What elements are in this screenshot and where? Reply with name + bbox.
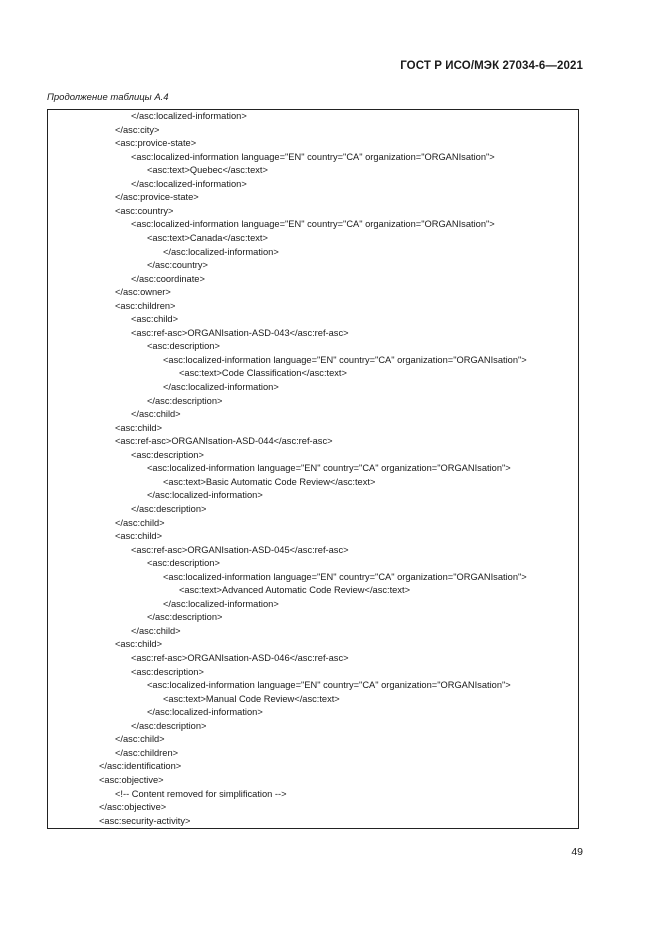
code-line: <asc:localized-information language="EN" country="CA" organization="ORGANIsation"> (147, 463, 511, 474)
code-line: <asc:child> (115, 422, 163, 433)
code-line: <asc:child> (131, 314, 179, 325)
code-listing-table (47, 109, 579, 829)
code-line: </asc:localized-information> (147, 707, 263, 718)
code-line: </asc:description> (131, 503, 207, 514)
code-line: <asc:description> (147, 558, 220, 569)
code-line: <asc:objective> (99, 774, 164, 785)
code-line: <asc:ref-asc>ORGANIsation-ASD-046</asc:ref-asc> (131, 653, 349, 663)
code-line: </asc:identification> (99, 761, 182, 772)
code-line: </asc:localized-information> (131, 111, 247, 121)
code-line: </asc:children> (115, 747, 179, 758)
code-line: <asc:text>Manual Code Review</asc:text> (163, 693, 340, 704)
code-line: <asc:child> (115, 531, 163, 542)
code-line: <asc:localized-information language="EN" country="CA" organization="ORGANIsation"> (131, 151, 495, 162)
code-line: </asc:description> (131, 720, 207, 731)
code-line: </asc:country> (147, 260, 208, 271)
table-continuation-caption: Продолжение таблицы А.4 (47, 92, 169, 103)
code-line: <asc:country> (115, 205, 174, 216)
code-line: <asc:localized-information language="EN" country="CA" organization="ORGANIsation"> (147, 680, 511, 691)
code-line: <asc:children> (115, 300, 176, 311)
code-line: </asc:child> (131, 409, 181, 420)
code-line: <asc:text>Code Classification</asc:text> (179, 368, 347, 379)
code-line: </asc:localized-information> (163, 598, 279, 609)
code-line: </asc:child> (115, 517, 165, 528)
code-line: </asc:coordinate> (131, 273, 205, 284)
code-line: <asc:description> (147, 341, 220, 352)
code-line: </asc:localized-information> (163, 382, 279, 392)
code-line: </asc:localized-information> (131, 178, 247, 189)
code-line: <asc:description> (131, 449, 204, 460)
code-line: </asc:child> (115, 734, 165, 745)
page-number: 49 (571, 846, 583, 858)
code-line: <asc:text>Canada</asc:text> (147, 232, 268, 243)
code-line: <asc:provice-state> (115, 138, 197, 149)
code-line: </asc:localized-information> (147, 490, 263, 501)
code-line: <asc:localized-information language="EN" country="CA" organization="ORGANIsation"> (163, 354, 527, 365)
code-line: </asc:provice-state> (115, 192, 199, 203)
document-header: ГОСТ Р ИСО/МЭК 27034-6—2021 (400, 60, 583, 72)
code-line: <asc:security-activity> (99, 815, 191, 826)
code-line: <asc:text>Quebec</asc:text> (147, 165, 268, 176)
code-line: </asc:description> (147, 612, 223, 623)
code-line: <asc:text>Advanced Automatic Code Review</asc:text> (179, 585, 411, 596)
code-line: <asc:ref-asc>ORGANIsation-ASD-043</asc:ref-asc> (131, 327, 349, 338)
code-line: <asc:ref-asc>ORGANIsation-ASD-045</asc:ref-asc> (131, 544, 349, 555)
code-line: <asc:text>Basic Automatic Code Review</asc:text> (163, 476, 376, 487)
code-line: </asc:child> (131, 625, 181, 636)
code-line: </asc:localized-information> (163, 246, 279, 257)
code-line: <asc:ref-asc>ORGANIsation-ASD-044</asc:ref-asc> (115, 436, 333, 447)
code-line: <asc:localized-information language="EN" country="CA" organization="ORGANIsation"> (163, 571, 527, 582)
code-line: </asc:city> (115, 124, 160, 135)
code-line: <asc:child> (115, 639, 163, 650)
code-line: <asc:localized-information language="EN" country="CA" organization="ORGANIsation"> (131, 219, 495, 230)
code-line: <!-- Content removed for simplification --> (115, 788, 287, 799)
code-line: </asc:owner> (115, 287, 171, 298)
code-line: <asc:description> (131, 666, 204, 677)
code-line: </asc:objective> (99, 802, 167, 813)
code-line: </asc:description> (147, 395, 223, 406)
